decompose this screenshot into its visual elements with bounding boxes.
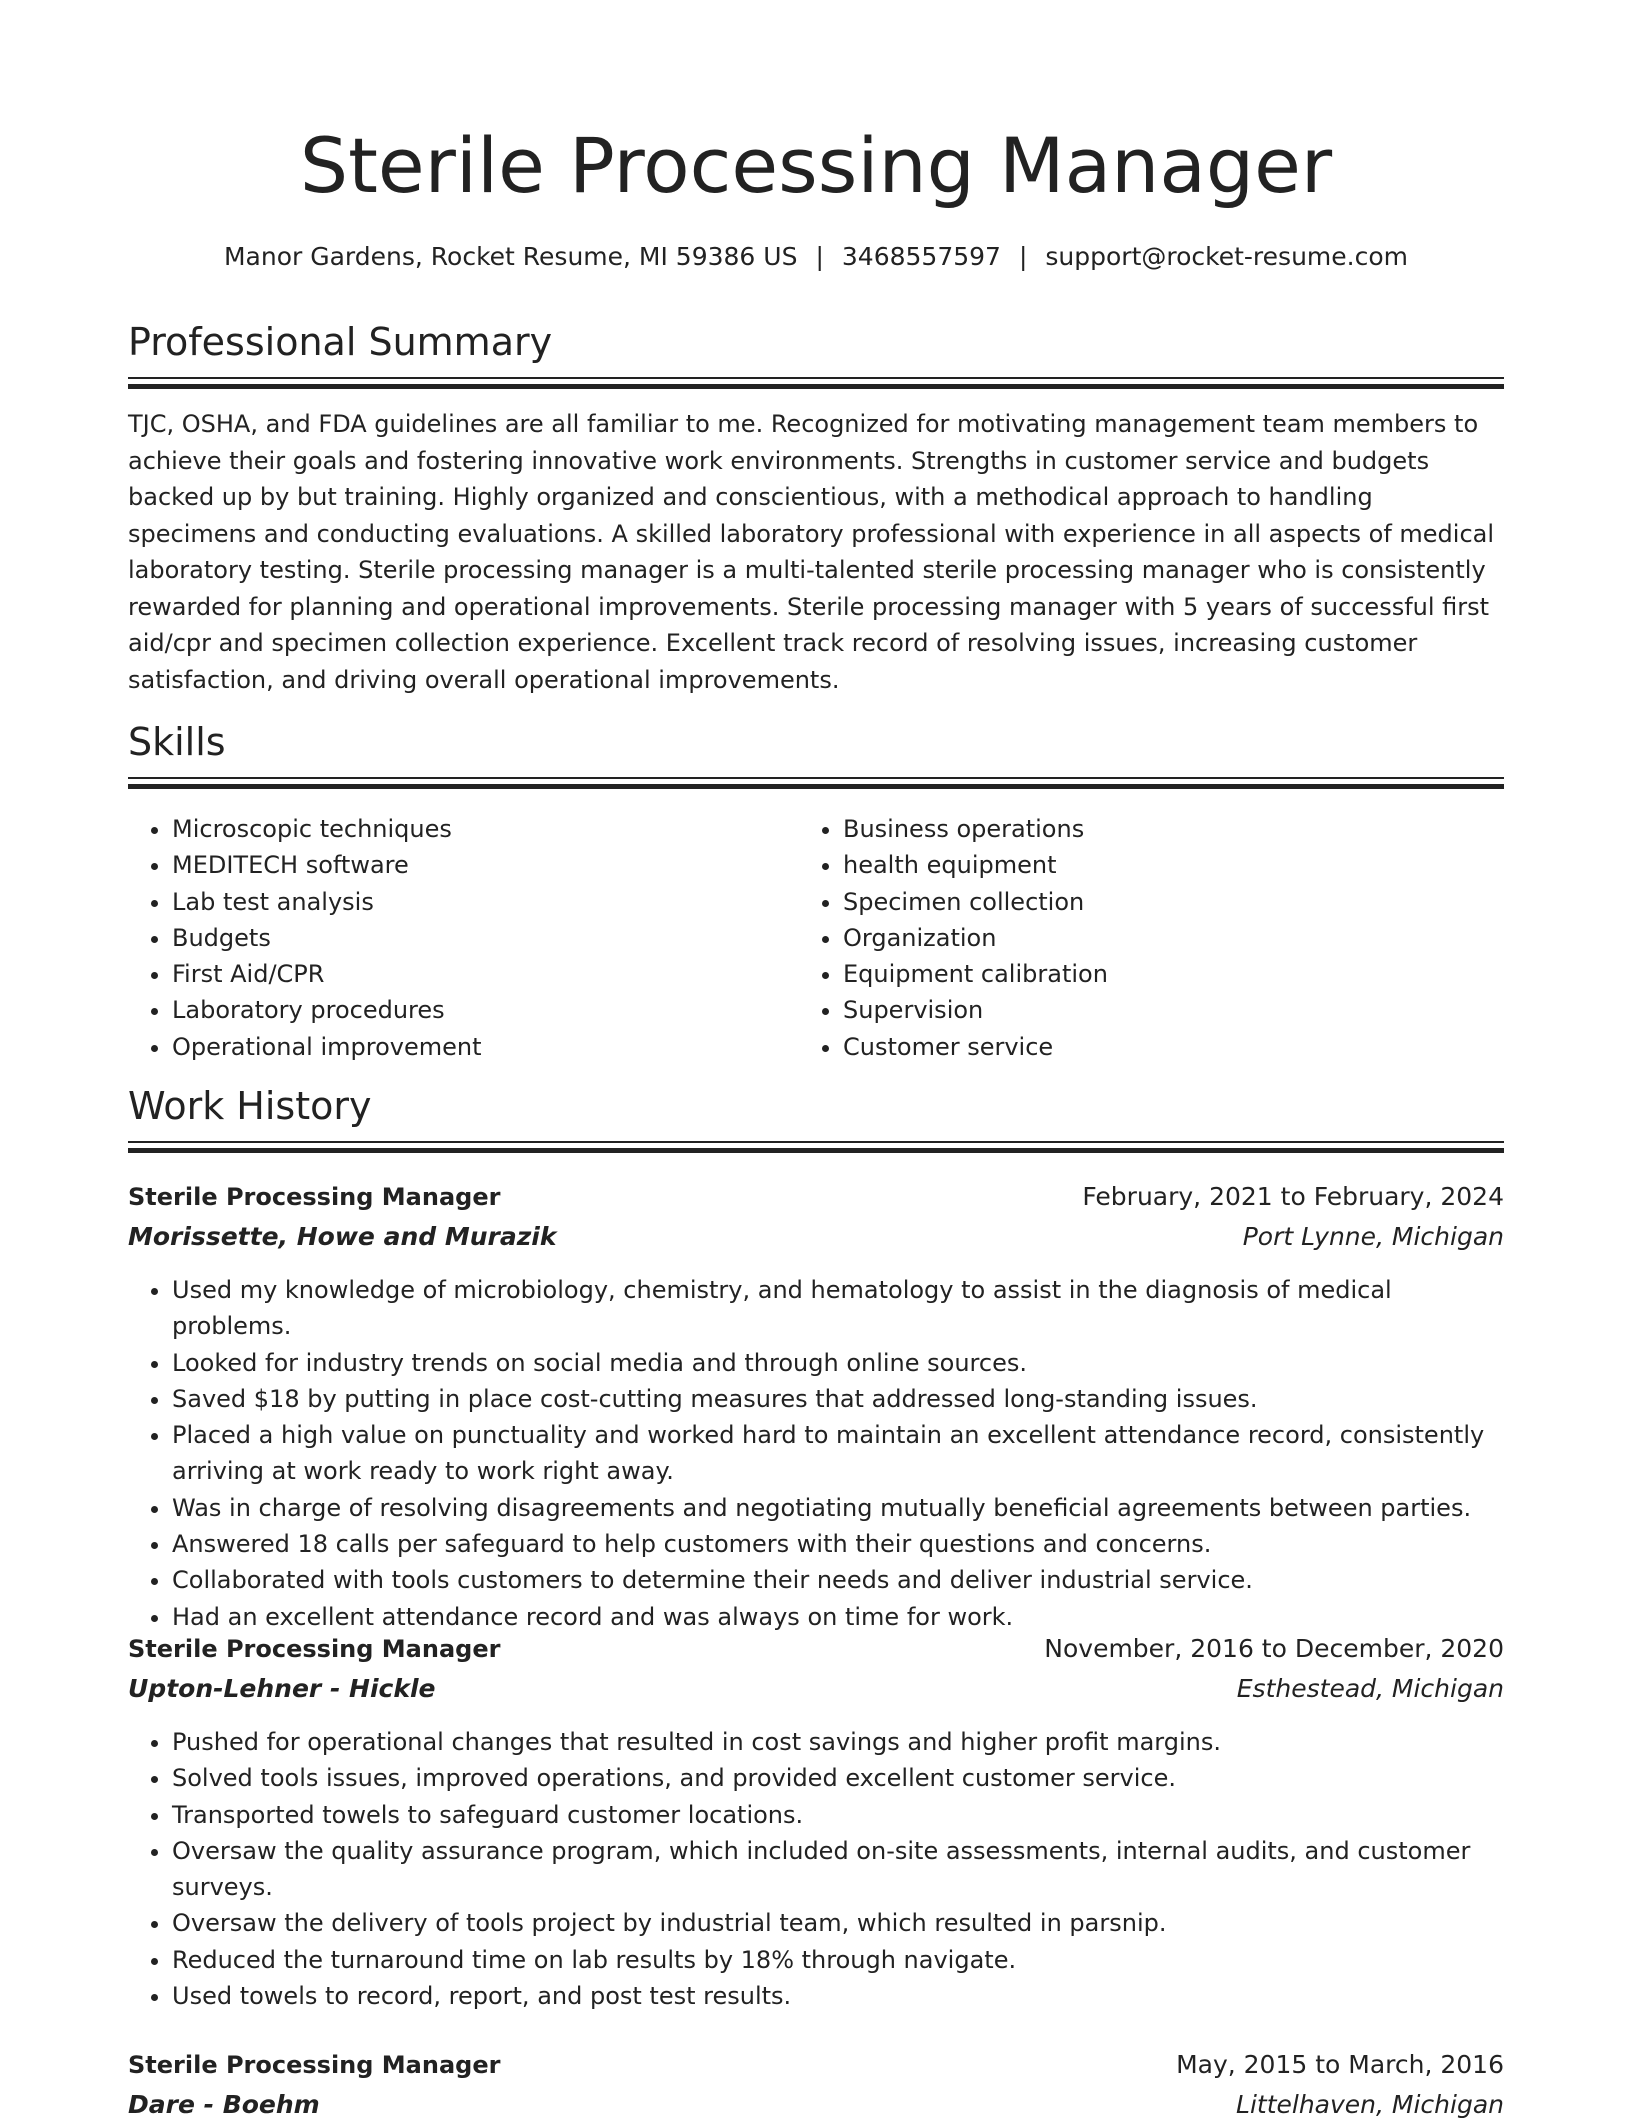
list-item: • Reduced the turnaround time on lab results by 18% through navigate.: [172, 1942, 1504, 1978]
list-item: • Was in charge of resolving disagreements and negotiating mutually beneficial agreements between parties.: [172, 1490, 1504, 1526]
contact-line: [128, 239, 1504, 275]
list-item: • Oversaw the quality assurance program, which included on-site assessments, internal audits, and customer surveys.: [172, 1833, 1504, 1906]
job-dates: February, 2021 to February, 2024: [1082, 1182, 1504, 1211]
list-item: • Supervision: [843, 992, 1108, 1028]
section-divider: [128, 777, 1504, 789]
list-item: • Used my knowledge of microbiology, chemistry, and hematology to assist in the diagnosis of medical problems.: [172, 1272, 1504, 1345]
list-item: • Saved $18 by putting in place cost-cutting measures that addressed long-standing issues.: [172, 1381, 1504, 1417]
job-bullets: [128, 1272, 1504, 1635]
job-dates: May, 2015 to March, 2016: [1176, 2050, 1504, 2079]
list-item: • Used towels to record, report, and post test results.: [172, 1978, 1504, 2014]
list-item: • Specimen collection: [843, 884, 1108, 920]
list-item: • Customer service: [843, 1029, 1108, 1065]
job-location: Esthestead, Michigan: [1236, 1674, 1504, 1703]
list-item: • Placed a high value on punctuality and worked hard to maintain an excellent attendance record, consistently arriving at work ready to work right away.: [172, 1417, 1504, 1490]
job-location: Port Lynne, Michigan: [1242, 1222, 1504, 1251]
list-item: • Had an excellent attendance record and was always on time for work.: [172, 1599, 1504, 1635]
list-item: • Oversaw the delivery of tools project by industrial team, which resulted in parsnip.: [172, 1905, 1504, 1941]
list-item: • Solved tools issues, improved operations, and provided excellent customer service.: [172, 1760, 1504, 1796]
section-title-work: Work History: [128, 1084, 372, 1128]
list-item: • Microscopic techniques: [172, 811, 481, 847]
list-item: • Looked for industry trends on social media and through online sources.: [172, 1345, 1504, 1381]
list-item: • Equipment calibration: [843, 956, 1108, 992]
contact-email: support@rocket-resume.com: [1045, 242, 1408, 271]
contact-address: Manor Gardens, Rocket Resume, MI 59386 US: [223, 242, 798, 271]
section-divider: [128, 377, 1504, 389]
contact-separator: |: [815, 242, 824, 271]
contact-phone: 3468557597: [841, 242, 1001, 271]
summary-text: TJC, OSHA, and FDA guidelines are all familiar to me. Recognized for motivating management team members to achieve their goals and fostering innovative work environments. Strengths in customer service and budgets backed up by but training. Highly organized and conscientious, with a methodical approach to handling specimens and conducting evaluations. A skilled laboratory professional with experience in all aspects of medical laboratory testing. Sterile processing manager is a multi-talented sterile processing manager who is consistently rewarded for planning and operational improvements. Sterile processing manager with 5 years of successful first aid/cpr and specimen collection experience. Excellent track record of resolving issues, increasing customer satisfaction, and driving overall operational improvements.: [128, 410, 1495, 694]
list-item: • Organization: [843, 920, 1108, 956]
section-title-skills: Skills: [128, 720, 226, 764]
list-item: • Lab test analysis: [172, 884, 481, 920]
skills-list-right: [799, 811, 1108, 1065]
job-company: Morissette, Howe and Murazik: [128, 1222, 557, 1251]
list-item: • health equipment: [843, 847, 1108, 883]
list-item: • Transported towels to safeguard customer locations.: [172, 1797, 1504, 1833]
list-item: • Pushed for operational changes that resulted in cost savings and higher profit margins.: [172, 1724, 1504, 1760]
list-item: • Answered 18 calls per safeguard to help customers with their questions and concerns.: [172, 1526, 1504, 1562]
list-item: • Operational improvement: [172, 1029, 481, 1065]
job-title: Sterile Processing Manager: [128, 1183, 501, 1211]
contact-separator: |: [1018, 242, 1028, 271]
list-item: • Laboratory procedures: [172, 992, 481, 1028]
job-company: Upton-Lehner - Hickle: [128, 1674, 436, 1703]
skills-list-left: [128, 811, 481, 1065]
job-bullets: [128, 1724, 1504, 2014]
list-item: • Business operations: [843, 811, 1108, 847]
job-location: Littelhaven, Michigan: [1236, 2090, 1504, 2119]
list-item: • First Aid/CPR: [172, 956, 481, 992]
section-title-summary: Professional Summary: [128, 320, 553, 364]
job-company: Dare - Boehm: [128, 2090, 320, 2119]
resume-name: Sterile Processing Manager: [299, 121, 1333, 210]
job-title: Sterile Processing Manager: [128, 2051, 501, 2079]
job-dates: November, 2016 to December, 2020: [1044, 1634, 1504, 1663]
job-title: Sterile Processing Manager: [128, 1635, 501, 1663]
section-divider: [128, 1141, 1504, 1153]
list-item: • MEDITECH software: [172, 847, 481, 883]
list-item: • Budgets: [172, 920, 481, 956]
list-item: • Collaborated with tools customers to determine their needs and deliver industrial service.: [172, 1562, 1504, 1598]
